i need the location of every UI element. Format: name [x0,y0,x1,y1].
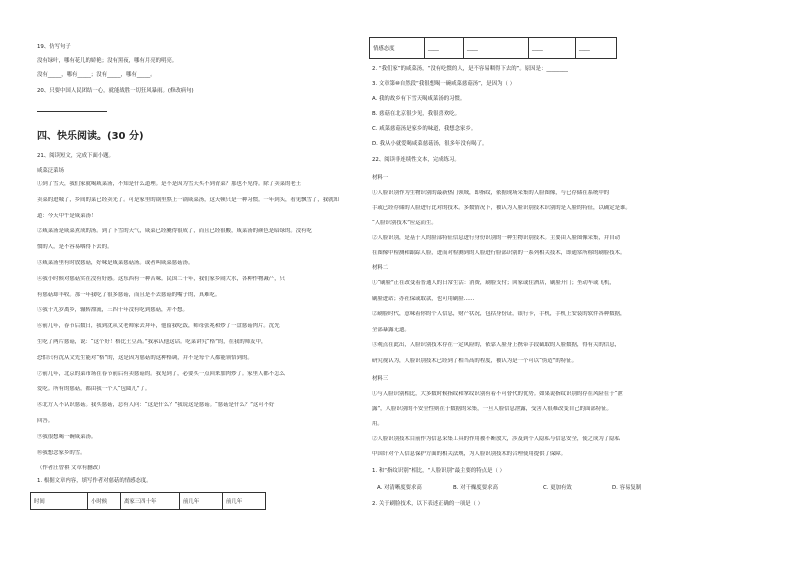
table-cell: ____ [464,38,529,59]
text-line: 回答。 [37,418,54,424]
text-line: ①与人脸识别相比，大多数时候指纹和掌纹识别有着不可替代的优势。如果说指纹识别的存在风险在于“泄 [372,391,623,397]
q1b-option: D. 容易复制 [612,485,642,491]
text-line: 露”，人脸识别的不安全性则在于数据的采集，一旦人脸信息泄露，受害人很难改变自己的面部特征。 [372,406,612,412]
emotion-table-right [369,37,617,59]
text-line: 道：今天中午是咸菜汤！ [37,212,97,219]
table-cell: ____ [529,38,576,59]
text-line: 手或已经存储的人脸进行比对的技术。多数情况下，被认为人脸识别技术识别的是人脸的特征，以确定是谁。 [372,205,631,211]
table-cell: 小时候 [88,493,121,510]
q19-title: 19、仿写句子 [37,44,71,50]
table-cell: 情感态度 [370,38,425,59]
text-line: 惯的人，是不容易咽得下去的。 [37,244,113,251]
material3-label: 材料三 [372,376,389,382]
text-line: 全部暴露无遗。 [372,326,410,333]
passage-title: 咸菜泛菜场 [37,168,64,174]
text-line: 生吃了两片慈菇，说：“这个好！格比土豆高。”我承认他这话。吃菜讲究“格”的，在我的师友中， [37,339,267,345]
q19-line: 没有_____，哪有_____；没有_____，哪有_____。 [37,72,156,78]
table-cell: ____ [425,38,464,59]
text-line: ②刷脸时代，意味着你的个人信息，财产状况，包括身份证，银行卡，手机，手机上安装的软件各种数据， [372,311,626,317]
q1b-line: 1. 和“指纹识别”相比，“人脸识别”最主要的特点是（ ） [372,468,505,474]
text-line: ⑥前几年，春节后数日，我到沈从文老师家去拜年，他留我吃饭，师母张兆和炒了一盘慈菇肉片。沈先 [37,323,280,330]
text-line: 恐怕只有沈从文先生能对“格”的，这是因为慈菇的这种格调，并不是每个人都能领悟到的。 [37,354,253,361]
q3-option: C. 咸菜慈菇汤是家乡的味道，我想念家乡。 [372,126,477,132]
text-line: 刷脸进站；办社保或取款，也可用刷脸…… [372,295,475,302]
text-line: ②人脸识别，是基于人的脸部特征信息进行身份识别的一种生物识别技术。主要由人脸图像采集，并自动 [372,235,620,241]
text-line: 有慈菇却丰收。那一年我吃了很多慈菇，而且是不去慈菇的嘴子的，真难吃。 [37,291,221,298]
text-line: ①人脸识别作为生物识别的最新热门领域，即指纹，依据现场采集的人脸图像，与已存储在系统中的 [372,190,610,196]
table-cell: ____ [576,38,617,59]
text-line: ⑧北方人不认识慈菇。我买慈菇，总有人问：“这是什么？”我说这是慈菇。“慈菇是什么？”这可不好 [37,402,275,409]
q2b-line: 2. 关于刷脸技术，以下表述正确的一项是（ ） [372,501,483,507]
text-line: ③咸菜汤里有时放慈菇，好味是咸菜慈菇汤。或者叫咸菜慈菇汤。 [37,260,194,266]
q1b-option: C. 更加有效 [543,485,572,491]
text-line: 卖菜的进城了，乡间的菜已经卖光了。可是家里的锅里熬上一锅咸菜汤，这天顿只是一种习惯。一年到头，看见飘雪了，我就知 [37,196,339,203]
text-line: ②人脸识别技术目前作为信息采集工具的作用被不断放大，涉及到个人隐私与信息安全，使之成为了隐私 [372,436,620,442]
text-line: ⑦前几年，北京的菜市场在春节前后有卖慈菇的。我见到了，必要买一点回来加肉炒了。家里人都不怎么 [37,370,285,377]
material1-label: 材料一 [372,175,389,181]
table-cell: 前几年 [180,493,223,510]
text-line: 爱吃。所有的慈菇，都由我一个人“包圆儿”了。 [37,386,151,393]
text-line: 研究视认为，人脸识别技术已经到了相当高的程度，被认为是一个可以“伪造”的特征。 [372,357,577,364]
text-line: ④我小时候对慈菇实在没有好感。这东西有一种苦味。民国二十年，我们家乡闹大水，各种作物减产，只 [37,275,285,282]
q1b-option: B. 对干燥度要求高 [453,485,498,491]
text-line: 中国针对个人信息保护方面的相关法规，为人脸识别技术的合理使用提供了保障。 [372,451,567,457]
text-line: ⑤我十九岁离乡，辗转漂流，三四十年没有吃到慈菇，并不想。 [37,307,188,314]
table-cell: 离家三四十年 [121,493,180,510]
text-line: ①“刷脸”正在改变着普通人的日常生活：消费，刷脸支付；回家或住酒店，刷脸开门；坐动车或飞机， [372,280,615,286]
text-line: 在图像中检测和跟踪人脸，进而对检测到的人脸进行脸部识别的一系列相关技术，即通常所称的刷脸技术。 [372,250,626,256]
text-line: 用。 [372,421,383,427]
material2-label: 材料二 [372,265,389,271]
q1b-option: A. 对清晰度要求高 [377,485,422,491]
text-line: “人脸识别技术”应运而生。 [372,220,437,226]
q3-option: A. 我的故乡有下雪天喝咸菜汤的习惯。 [372,96,466,102]
emotion-table-left [30,492,266,510]
q22-title: 22、阅读非连续性文本，完成练习。 [372,157,460,163]
q2-line: 2. “我们家”的咸菜汤，“没有吃惯的人，是不容易咽得下去的”。原因是：________ [372,66,568,72]
text-line: ②咸菜汤是咸菜煮成的汤。到了下雪的天气，咸菜已经腌得很成了，而且已经很酸，咸菜汤的颜色是暗绿的。没有吃 [37,228,312,235]
q3-line: 3. 文章第⑩自然段“我很想喝一碗咸菜慈菇汤”，是因为（ ） [372,81,515,87]
q21-title: 21、阅读短文，完成下面小题。 [37,153,114,159]
text-line: ③观点在此出，人脸识别技术存在一定风险的，依靠人脸身上携带手段截取的人脸数据，得有关的信息， [372,342,620,348]
q3-option: D. 我从小就爱喝咸菜慈菇汤，很多年没有喝了。 [372,141,488,147]
text-line: ⑩我想念家乡的雪。 [37,449,86,456]
text-line: ⑨我很想喝一碗咸菜汤。 [37,433,97,440]
table-cell: 时间 [31,493,88,510]
q19-example: 没有绿叶，哪有花儿的娇艳；没有黑夜，哪有月亮的明亮。 [37,58,178,64]
q20-answer-line [37,111,107,112]
q20-title: 20、只要中国人民团结一心，就能战胜一切狂风暴雨。(修改病句) [37,88,194,94]
q3-option: B. 慈菇在北京很少见，我很喜欢吃。 [372,111,460,117]
q1-title: 1. 根据文章内容，填写作者对慈菇的情感态度。 [37,478,152,484]
section-heading: 四、快乐阅读。(30 分) [37,131,144,142]
text-line: （作者汪曾祺 文章有删改） [37,465,104,472]
table-cell: 前几年 [223,493,266,510]
text-line: ①到了雪天，我们家就喝咸菜汤，不知是什么道理。是不是因为雪天买不到青菜？那也不见得。除了卖菜的老王 [37,181,302,187]
